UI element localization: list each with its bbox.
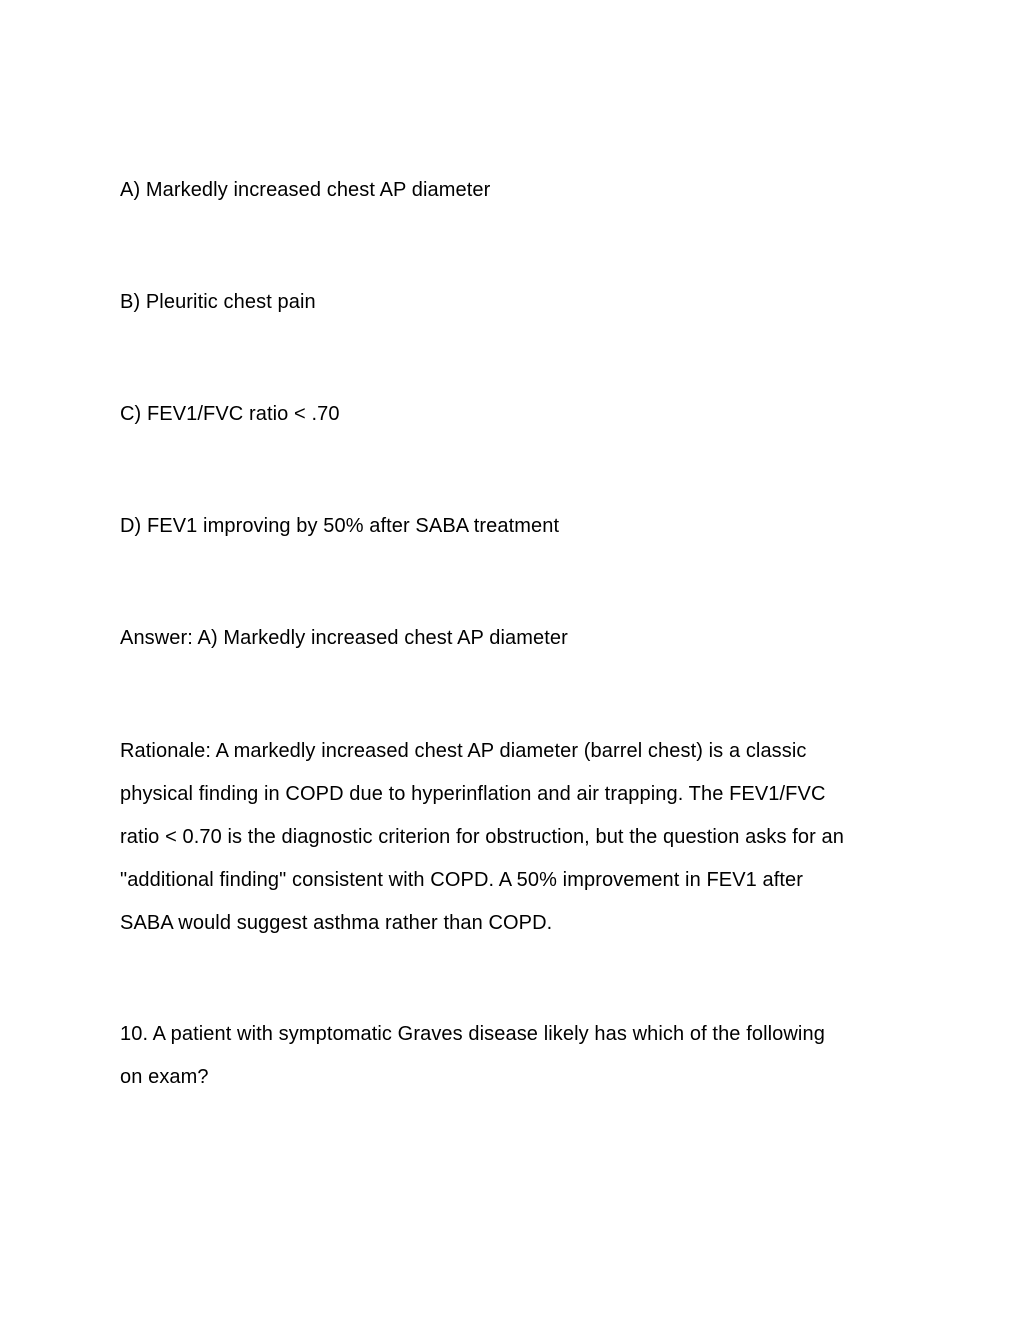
option-b: B) Pleuritic chest pain [120,291,316,313]
answer-line: Answer: A) Markedly increased chest AP diameter [120,627,568,649]
rationale-line: Rationale: A markedly increased chest AP diameter (barrel chest) is a classic [120,740,807,762]
rationale-line: ratio < 0.70 is the diagnostic criterion for obstruction, but the question asks for an [120,826,844,848]
rationale-paragraph [120,730,910,945]
option-a: A) Markedly increased chest AP diameter [120,179,491,201]
rationale-line: physical finding in COPD due to hyperinflation and air trapping. The FEV1/FVC [120,783,826,805]
question-line: on exam? [120,1066,209,1088]
rationale-line: SABA would suggest asthma rather than COPD. [120,912,553,934]
question-10-stem [120,1013,910,1099]
option-d: D) FEV1 improving by 50% after SABA treatment [120,515,560,537]
rationale-line: "additional finding" consistent with COPD. A 50% improvement in FEV1 after [120,869,804,891]
option-c: C) FEV1/FVC ratio < .70 [120,403,340,425]
question-line: 10. A patient with symptomatic Graves disease likely has which of the following [120,1023,825,1045]
